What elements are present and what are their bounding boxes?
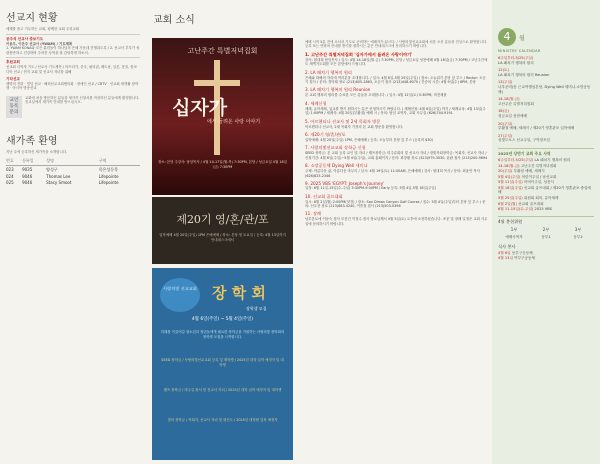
calendar-date: 6주일부터-5/25(주일) [498,56,534,60]
offering-value: 예배사역자 [505,234,523,239]
calendar-event: 고난주간 특별저녁집회 [498,101,534,106]
offering-header: 2부 [542,226,550,232]
announcement-body: 일시: 6월 2일(월) 2:00PM(샷건) / 장소: San Dimas Canyon Golf Course / 접수: 5월 4일(주일)부터 본당 앞 부스 / 문의: 선우찬 장로 (213)663-4240, 이종철 집사 (213)503-0396 [305,199,486,208]
announcement-heading: 6. 제20기 영/혼/관/포 [305,132,346,138]
list-item [305,132,488,142]
list-item [305,87,488,97]
calendar-date: 27(주일) [498,133,513,138]
announcements-column [301,0,488,464]
family-header-row [6,157,140,166]
announcement-body: 은혜와 화해의 자리에 여러분을 초대합니다. / 일시: 4월 6일-5월 25일(주일) / 장소: 오늘위기 본당 앞 부스 / Rector: 오순기 집사 / 문의: 정덕래 장로 (213)605-2863, 오순기 집사 (213)448-6070 / 간증의 시간: 4월 9일(수) 6PM, 본당 [305,75,486,85]
news-posters-column [145,0,300,464]
list-item [498,169,594,174]
offering-header: 1부 [510,226,518,232]
family-cell: 9035 [22,167,33,173]
list-item [498,122,594,131]
divider [498,148,594,149]
year-plan-event: 부활절 예배, 세례식 [513,169,545,174]
scholarship-poster-sub: 장학생 모집 [246,306,267,311]
scholarship-poster-title: 장 학 회 [212,284,266,302]
calendar-event: 성빛도오스 선교주일, 구역장모임 [498,138,551,143]
offering-header: 3부 [574,226,582,232]
offering-value: 동부1 [541,234,551,239]
month-suffix: 월 [519,34,525,42]
announcement-heading: 5. 아르헨티나 선교사 및 2세 목회자 방문 [305,118,381,124]
calendar-list [498,56,594,143]
family-cell: 024 [6,173,14,179]
month-number: 4 [498,28,516,46]
list-item [498,207,594,212]
announcement-body: 남부본토에 이동숙 집사 모친인 이정수 집사 장로님께서 4월 5일(토) 오후에 소천하셨습니다. 조문 및 장례 일정은 교회 사무실에 문의하시기 바랍니다. [305,217,488,226]
announcement-heading: 1. 고난주간 특별저녁집회 '십자가에서 들려온 사랑이야기' [305,51,413,57]
announcement-heading: 10. 선교회 골프대회 [305,193,343,199]
divider [498,216,594,217]
announcement-heading: 4. 세례신청 [305,100,327,106]
list-item [305,145,488,160]
scholarship-lamp: 램프 장학금 / 비주류 원서 및 선교사 자녀 / 2025년 대학 입학 예정자 및 대학생 [163,388,282,392]
registration-text: 교회에 처음 방문하신 분들과 새가족 신청서를 작성하신 분들에게 환영합니다. 친교실에서 새가족 안내를 받으십시오. [25,95,140,105]
announcement-body: 입학예배: 4월 20일(주일) 1PM, 은혜예배 / 등록: 오늘부터 본당 앞 부스 (등록비 $30) [305,138,433,143]
calendar-date: 20(주일) [498,121,513,126]
offering-value: 동부2 [573,234,583,239]
meal-date: 4월 6일 [498,250,511,255]
family-title: 새가족 환영 [6,135,58,147]
announcement-list [305,52,488,226]
family-cell: 023 [6,167,14,173]
calendar-event: LA 패치기 행복의 원리 [498,60,534,65]
divider [6,34,140,35]
calendar-date: 14-18(월-금) [498,97,520,102]
year-plan-event: 선교회 골프대회 / 제20기 영혼관포 졸업예배 [498,185,591,195]
family-cell: 양성구 [46,166,58,172]
announcement-heading: 7. 사랑의빛선교교회 장학금 신청 [305,145,366,151]
list-item [498,68,594,77]
mission-intro: 세계를 품고 기도하는 교회, 평택한 교회 우리교회 [6,27,80,31]
announcement-heading: 11. 장례 [305,211,322,217]
list-item [305,181,488,190]
holy-week-poster-title: 고난주간 특별저녁집회 [187,47,258,55]
year-plan-event: 어린이주일 / 남선교회 [521,174,557,179]
list-item [498,175,594,180]
list-item [305,70,488,85]
table-row [498,251,594,256]
holy-week-poster-info: 장소: 본당 주강사: 담임목사 / 4월 14-17일(월-목) 7:30PM, 본당 / 성금요일 4월 18일(금) 7:30PM [158,160,287,169]
cross-beam [194,80,240,86]
scholarship-light: 빛의 장학금 / 목회자, 선교사 자녀 및 평신도 / 2025년 대학원 입학 예정자 [167,418,278,422]
year-plan-date: 5월 4일(주일) [498,174,521,179]
scholarship-poster-text: 미래를 이끌어갈 청소년과 청년들에게 필요한 장학금을 지원하는 사랑의빛 장학회의 장학생 모집을 시작합니다. [160,330,285,339]
meal-team: 동부구공동체 [511,250,533,255]
calendar-label: MINISTRY CALENDAR [498,49,541,53]
calendar-event: LA 패치기 행복의 원리 Reunion [498,72,550,77]
announcements-intro: 예배 시작 5분 전에 오셔서 기도로 준비하는 예배자가 됩시다. / 사랑의빛선교교회에 처음 오신 분들을 진심으로 환영합니다. 등록 또는 연락처 안내를 받기를 원하시는 분은 안내데스크에 문의하시기 바랍니다. [305,40,488,49]
mission-s3-body: 생명의 전화 · 빌딩 선교 · 해외선교교회협의회 · 장애인 선교 / CBTV · 선교회 새생활 장학생 · 아시아 방송선교 [6,81,139,91]
calendar-date: 18(금) [498,109,509,114]
family-table [6,157,140,185]
mission-s1-head: 공주석 선교사 중보기도 [6,36,44,41]
announcement-heading: 9. 2025 VBS 'EGYPT: Joseph's Journey' [305,181,385,187]
family-cell: Lifepointe [98,173,119,179]
announcement-body: 주제: 아름다운 삶, 아름다운 마무리 / 일시: 4월 19일(토) 11:00AM, 은혜예배 / 강사: 원대희 목사 / 문의: 최윤안 목사 (626)825-2346 [305,169,480,178]
year-plan-date: 14-18(월-금) [498,163,520,168]
list-item [498,134,594,143]
month-header [498,28,594,46]
calendar-date: 12(토) [498,68,509,73]
year-plan-list [498,158,594,212]
announcement-body: 강사: 원대희 담임목사 / 일시: 4월 14-18일(월-금) 7:30PM, 본당 / 성금요일 성찬예배 4월 18일(금) 7:30PM / 고난주간에도 새벽기도회를 모든 본당에서 드립니다. [305,57,488,67]
family-cell: Stacy Smoot [46,179,72,185]
list-item [498,202,594,207]
calendar-date: 13(주일) [498,80,513,85]
announcement-body: SEED 장학금: 본 교회 등록 교인 및 자녀 / 램프장학금: 미주류회의 및 선교사 자녀 / 장빛목회장학금: 목회자, 선교사 자녀 / 신청기간: 4월 6일(주일)~5월 4일(주일), 교회 홈페이지 / 문의: 곽창환 장로 (323)979-3530, 윤완 집사 (213)200-9694 [305,151,488,160]
announcement-body: 본 교회 행복의 원리를 수료한 모든 분들을 초대합니다. / 일시: 4월 12일(토) 5:30PM, 비전채플 [305,93,447,98]
table-row [6,179,140,185]
year-plan-date: 6월 2일(월) [498,201,517,206]
year-plan-event: LA 패치기 행복의 원리 [534,157,571,162]
family-col-header: 등록일 [22,157,46,166]
table-row [498,256,594,261]
family-col-header: 구역 [99,157,140,166]
scholarship-poster [152,268,293,460]
table-row [6,166,140,174]
list-item [305,194,488,209]
year-plan-date: 6주일부터-5/25(주일) [498,157,534,162]
calendar-event: 나우준비(동 근교여행섬본당, Dying Well 세미나-소망공동체) [498,84,591,94]
meal-team: 여부구공동체 [514,256,535,261]
list-item [498,158,594,163]
year-plan-date: 6월 11-15일(수-주일) [498,207,534,212]
family-col-header: 번호 [6,157,22,166]
family-cell: 목은성동목 [98,166,119,172]
list-item [305,101,488,116]
scholarship-poster-org: 사랑의빛 선교교회 [160,278,200,312]
family-cell: 9046 [22,179,33,185]
year-plan-date: 5월 18일(주일) [498,185,523,190]
list-item [498,97,594,106]
list-item [305,52,488,67]
mission-s3-head: 기타선교 [6,76,20,81]
scholarship-poster-date: 4월 6일(주일) ~ 5월 4일(주일) [191,317,254,322]
mission-s2-head: 후원교회 [6,60,20,65]
year-plan-event: 위원회 회의, 유아세례 [523,196,559,201]
scholarship-seed: SEED 장학금 / 사랑의빛선교교회 등록 및 재학생 / 2025년 대학 입학 예정자 및 대학생 [161,358,284,367]
meal-date: 4월 13일 [498,256,513,261]
registration-tag: 교인 등록 문의 [6,96,22,118]
offering-header-row [498,227,594,233]
year-plan-date: 5월 11일(주일) [498,180,523,185]
ministry-calendar [492,0,600,464]
year-plan-title: 2025년 상반기 교회 주요 사역 [498,150,551,156]
left-column [0,0,145,464]
family-cell: Lifepointe [98,179,119,185]
calendar-event: 성금요일 성찬예배 [498,113,527,118]
year-plan-event: 어버이주일, 성찬식 [523,180,554,185]
mission-s1-body: 이웅우, 이은주 선교사 (YWAM) / 기도제목 [6,41,73,46]
year-plan-event: 선교회 골프대회 [518,201,544,206]
family-cell: 025 [6,179,14,185]
announcement-body: 아르헨티나 선교사, 2세 목회자 가정의 본 교회 방문을 환영합니다. [305,124,404,129]
divider [6,57,140,58]
soul-course-poster-info: 입학예배 4월 20일(주일) 1PM 은혜예배 / 장소: 본당 및 토요일 / 등록: 4월 13일까지 안내데스크에서 [159,233,286,242]
year-plan-event: 2025 VBS [534,207,552,212]
mission-s1-list: 1. YWAM KONA와 모든 훈련들이 하나님의 은혜 가운데 진행되도록 / 2. 선교사 부부가 성령충만하고 건강하며 주어진 사역을 잘 감당하게 하소서. [6,46,140,55]
mission-s2-body: 선교회 사역자 기도 / 선교사 기도제목 / 아프리카, 중국, 필리핀, 베트남, 일본, 몽골, 캄보디아 선교 / 현지 교회 및 선교사 자녀를 위해 [6,65,137,74]
holy-week-poster-main: 십자가 [172,97,228,119]
announcement-heading: 3. LA 패치기 행복의 원리 Reunion [305,87,371,93]
announcement-body: 일정: 6월 11일-15일(수-주일) 5:30PM-9:00PM / Early 등록: 5월 4일-5월 18일(주일) [305,186,437,191]
soul-course-poster [152,197,293,264]
list-item [305,119,488,129]
list-item [305,211,488,226]
offering-title: 4월 봉헌위원 [498,218,523,224]
calendar-event: 부활절 예배, 세례식 / 제20기 영혼관포 입학예배 [498,126,575,131]
holy-week-poster [152,38,293,195]
offering-value-row [498,235,594,240]
year-plan-date: 20(주일) [498,169,513,174]
family-intro: 지난 주에 등록하신 새가족을 소개합니다. [6,149,68,154]
list-item [498,196,594,201]
list-item [305,163,488,178]
announcement-heading: 2. LA 패치기 행복의 원리 [305,69,352,75]
meal-title: 식사 봉사 [498,243,516,249]
family-cell: Thomas Lee [46,173,71,179]
registration-note [6,96,140,118]
year-plan-date: 5월 25일(주일) [498,196,523,201]
list-item [498,109,594,118]
family-cell: 9046 [22,173,33,179]
list-item [498,180,594,185]
announcement-heading: 8. 소망공동체 Dying Well 세미나 [305,163,368,169]
list-item [498,56,594,65]
news-title: 교회 소식 [153,15,195,26]
list-item [498,186,594,195]
soul-course-poster-title: 제20기 영/혼/관/포 [176,213,269,226]
mission-title: 선교지 현황 [6,13,58,24]
holy-week-poster-sub: 에서 들려온 사랑 이야기 [207,119,261,125]
list-item [498,80,594,94]
family-col-header: 성명 [46,157,99,166]
list-item [498,164,594,169]
year-plan-event: 고난주간 특별저녁집회 [520,163,557,168]
announcement-body: 세례, 유아세례, 입교를 받기 원하시는 분은 신청하시기 바랍니다. / 세례신청: 4월 6일(주일) 까지 / 세례교육: 4월 13일(주일) 1:00PM / 세례식: 4월 20일(부활절) 예배 시 / 문의: 담임 교역자, 교회 사무실 (626)744-9191 [305,106,486,116]
